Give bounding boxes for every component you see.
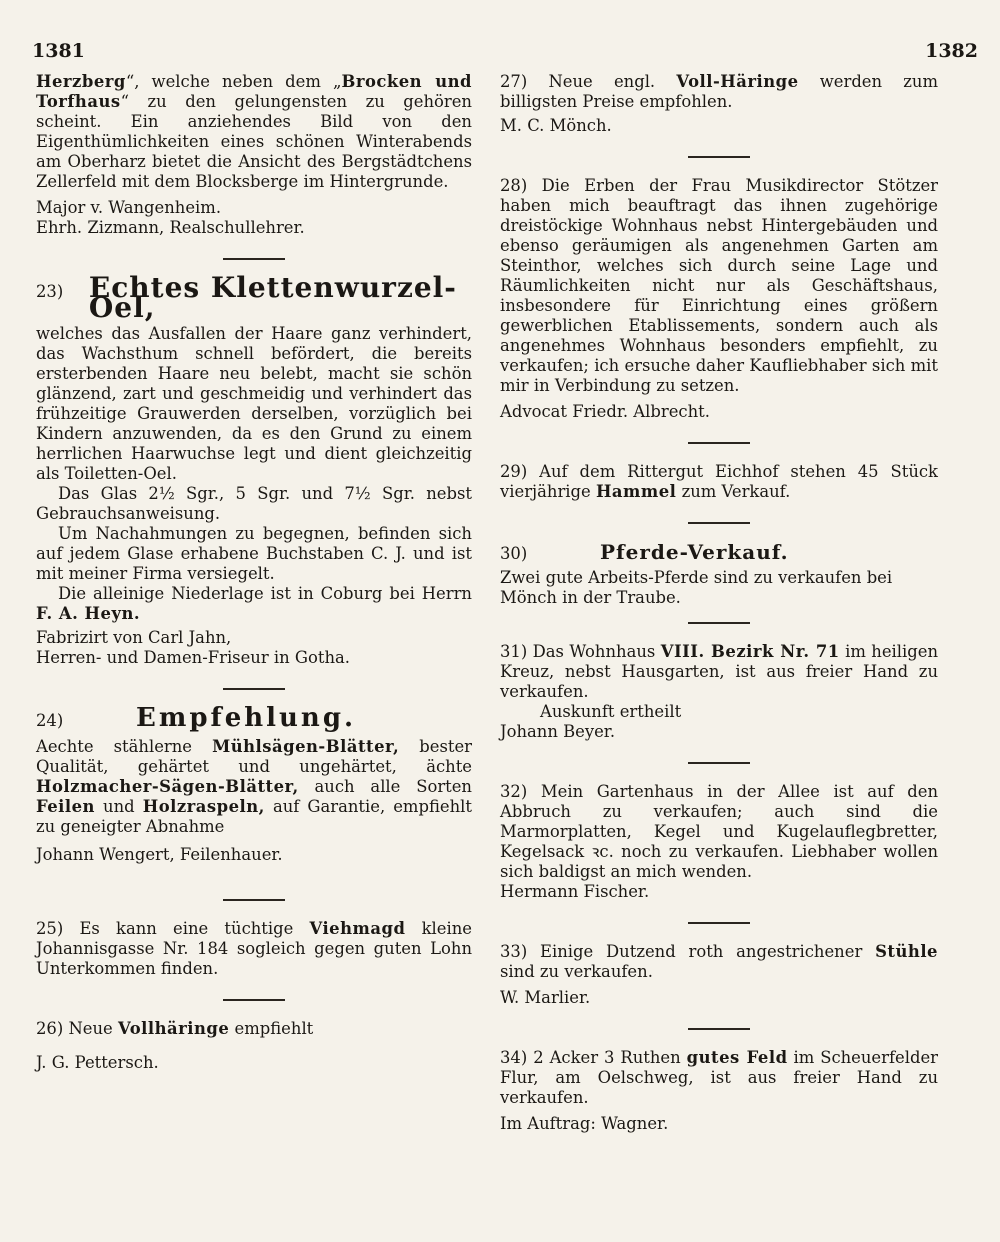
signature: Hermann Fischer. [500, 882, 650, 901]
ad-31-text: 31) Das Wohnhaus VIII. Bezirk Nr. 71 im heiligen Kreuz, nebst Hausgarten, ist aus freier Hand zu verkaufen. [500, 642, 939, 701]
ad-29-text: 29) Auf dem Rittergut Eichhof stehen 45 Stück vierjährige Hammel zum Verkauf. [500, 462, 938, 501]
ad-23-text: welches das Ausfallen der Haare ganz verhindert, das Wachsthum schnell befördert, die bereits ersterbenden Haare neu belebt, macht sie schön glänzend, zart und geschmeidig und verhindert das frühzeitige Grauwerden derselben, vorzüglich bei Kindern anzuwenden, da es den Grund zu einem herrlichen Haarwuchse legt und dient gleichzeitig als Toiletten-Oel. [36, 324, 472, 483]
page-number-left: 1381 [32, 40, 85, 62]
ad-34-text: 34) 2 Acker 3 Ruthen gutes Feld im Scheuerfelder Flur, am Oelschweg, ist aus freier Hand zu verkaufen. [500, 1048, 939, 1107]
intro-paragraph: Herzberg“, welche neben dem „Brocken und Torfhaus“ zu den gelungensten zu gehören scheint. Ein anziehendes Bild von den Eigenthümlichkeiten eines schönen Winterabends am Oberharz bietet die Ansicht des Bergstädtchens Zellerfeld mit dem Blocksberge im Hintergrunde. [36, 72, 472, 191]
divider [223, 999, 285, 1001]
divider [223, 258, 285, 260]
signature: W. Marlier. [500, 988, 591, 1007]
left-column [36, 72, 472, 1073]
divider [688, 622, 750, 624]
signature: Im Auftrag: Wagner. [500, 1114, 669, 1133]
ad-30-header: 30) Pferde-Verkauf. [500, 540, 789, 564]
signature: Johann Wengert, Feilenhauer. [36, 845, 283, 864]
divider [688, 442, 750, 444]
divider [688, 156, 750, 158]
ad-23-depot: Die alleinige Niederlage ist in Coburg bei Herrn F. A. Heyn. [36, 584, 472, 623]
ad-24-header: 24) Empfehlung. [36, 703, 357, 733]
ad-26-text: 26) Neue Vollhäringe empfiehlt [36, 1019, 314, 1038]
divider [223, 899, 285, 901]
ad-title: Pferde-Verkauf. [600, 540, 789, 564]
ad-23-note: Um Nachahmungen zu begegnen, befinden sich auf jedem Glase erhabene Buchstaben C. J. und ist mit meiner Firma versiegelt. [36, 524, 472, 583]
right-column [500, 72, 938, 1134]
ad-30-text: Zwei gute Arbeits-Pferde sind zu verkaufen bei [500, 568, 893, 587]
ad-24-text: Aechte stählerne Mühlsägen-Blätter, bester Qualität, gehärtet und ungehärtet, ächte Holzmacher-Sägen-Blätter, auch alle Sorten Feilen und Holzraspeln, auf Garantie, empfiehlt zu geneigter Abnahme [36, 737, 472, 836]
ad-30-text: Mönch in der Traube. [500, 588, 681, 607]
page-number-right: 1382 [925, 40, 978, 62]
signature: Herren- und Damen-Friseur in Gotha. [36, 648, 350, 667]
signature: Ehrh. Zizmann, Realschullehrer. [36, 218, 305, 237]
ad-title: Empfehlung. [136, 703, 357, 733]
signature: Fabrizirt von Carl Jahn, [36, 628, 232, 647]
signature: Advocat Friedr. Albrecht. [500, 402, 710, 421]
ad-31-info: Auskunft ertheilt [540, 702, 682, 721]
divider [688, 922, 750, 924]
signature: M. C. Mönch. [500, 116, 612, 135]
ad-32-text: 32) Mein Gartenhaus in der Allee ist auf den Abbruch zu verkaufen; auch sind die Marmorplatten, Kegel und Kugelauflegbretter, Kegelsack ꝛc. noch zu verkaufen. Liebhaber wollen sich baldigst an mich wenden. [500, 782, 938, 881]
divider [688, 762, 750, 764]
divider [688, 522, 750, 524]
divider [223, 688, 285, 690]
ad-23-header: 23) Echtes Klettenwurzel-Oel, [36, 278, 472, 318]
ad-28-text: 28) Die Erben der Frau Musikdirector Stötzer haben mich beauftragt das ihnen zugehörige dreistöckige Wohnhaus nebst Hintergebäuden und ebenso geräumigen als angenehmen Garten am Steinthor, welches sich durch seine Lage und Räumlichkeiten nicht nur als Geschäftshaus, insbesondere für Einrichtung eines größern gewerblichen Etablissements, sondern auch als angenehmes Wohnhaus besonders empfiehlt, zu verkaufen; ich ersuche daher Kaufliebhaber sich mit mir in Verbindung zu setzen. [500, 176, 938, 395]
ad-27-text: 27) Neue engl. Voll-Häringe werden zum billigsten Preise empfohlen. [500, 72, 938, 111]
ad-25-text: 25) Es kann eine tüchtige Viehmagd kleine Johannisgasse Nr. 184 sogleich gegen guten Lohn Unterkommen finden. [36, 919, 472, 978]
signature: Major v. Wangenheim. [36, 198, 222, 217]
signature: Johann Beyer. [500, 722, 616, 741]
ad-23-price: Das Glas 2½ Sgr., 5 Sgr. und 7½ Sgr. nebst Gebrauchsanweisung. [36, 484, 472, 523]
signature: J. G. Pettersch. [36, 1053, 159, 1072]
divider [688, 1028, 750, 1030]
ad-title: Echtes Klettenwurzel-Oel, [88, 271, 457, 324]
ad-33-text: 33) Einige Dutzend roth angestrichener Stühle sind zu verkaufen. [500, 942, 938, 981]
